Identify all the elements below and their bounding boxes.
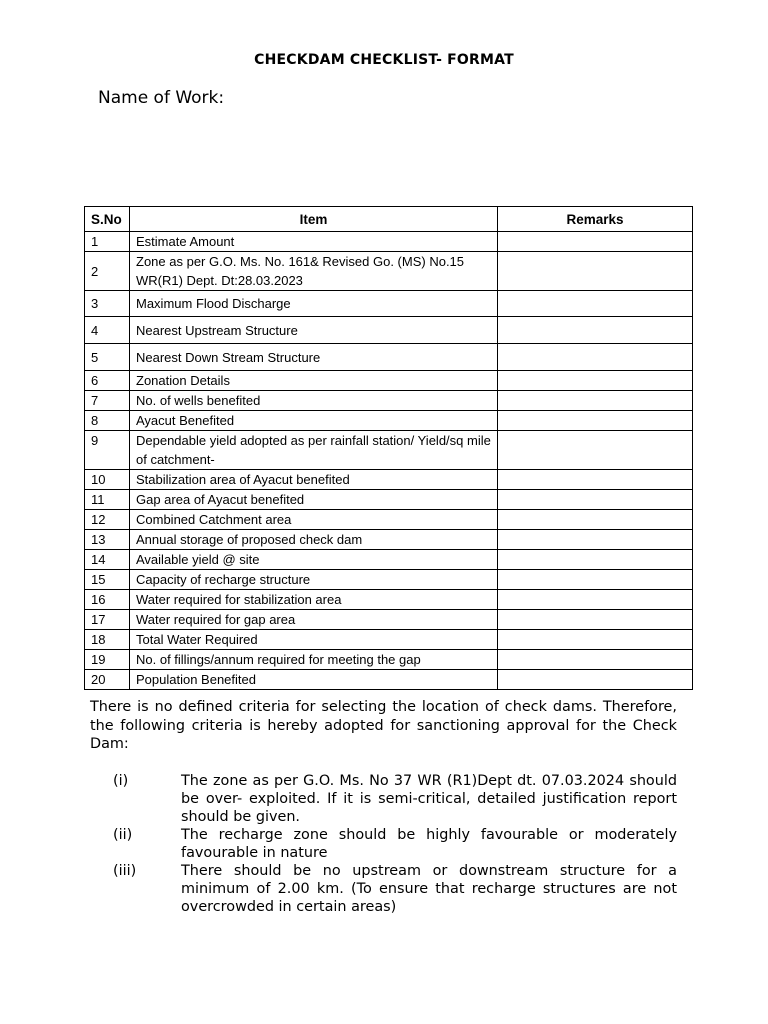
table-row — [85, 317, 693, 344]
table-row — [85, 610, 693, 630]
row-remarks — [498, 391, 693, 411]
row-item: Population Benefited — [130, 670, 498, 690]
row-item: Ayacut Benefited — [130, 411, 498, 431]
row-remarks — [498, 371, 693, 391]
checklist-table — [84, 206, 693, 690]
row-sno: 12 — [85, 510, 130, 530]
row-sno: 18 — [85, 630, 130, 650]
table-row — [85, 490, 693, 510]
row-sno: 2 — [85, 252, 130, 291]
table-row — [85, 470, 693, 490]
row-remarks — [498, 570, 693, 590]
row-item: Available yield @ site — [130, 550, 498, 570]
row-item: Total Water Required — [130, 630, 498, 650]
row-item: Zonation Details — [130, 371, 498, 391]
criteria-item-number: (ii) — [113, 827, 133, 843]
row-remarks — [498, 470, 693, 490]
row-item: Combined Catchment area — [130, 510, 498, 530]
table-row — [85, 630, 693, 650]
row-item: No. of fillings/annum required for meeting the gap — [130, 650, 498, 670]
row-item: Dependable yield adopted as per rainfall station/ Yield/sq mile of catchment- — [130, 431, 498, 470]
row-remarks — [498, 530, 693, 550]
criteria-list — [113, 772, 677, 916]
criteria-item-text: The zone as per G.O. Ms. No 37 WR (R1)Dept dt. 07.03.2024 should be over- exploited. If it is semi-critical, detailed justification report should be given. — [181, 773, 677, 825]
criteria-item-text: There should be no upstream or downstream structure for a minimum of 2.00 km. (To ensure that recharge structures are not overcrowded in certain areas) — [181, 863, 677, 915]
row-remarks — [498, 232, 693, 252]
row-item: Estimate Amount — [130, 232, 498, 252]
row-remarks — [498, 670, 693, 690]
row-sno: 10 — [85, 470, 130, 490]
table-row — [85, 411, 693, 431]
row-remarks — [498, 344, 693, 371]
row-sno: 17 — [85, 610, 130, 630]
document-title: CHECKDAM CHECKLIST- FORMAT — [254, 52, 514, 68]
criteria-item-number: (i) — [113, 773, 129, 789]
row-remarks — [498, 252, 693, 291]
row-sno: 8 — [85, 411, 130, 431]
table-row — [85, 570, 693, 590]
criteria-item-text: The recharge zone should be highly favourable or moderately favourable in nature — [181, 827, 677, 861]
table-row — [85, 510, 693, 530]
row-sno: 13 — [85, 530, 130, 550]
table-row — [85, 371, 693, 391]
row-sno: 6 — [85, 371, 130, 391]
row-remarks — [498, 630, 693, 650]
table-row — [85, 650, 693, 670]
row-sno: 3 — [85, 291, 130, 317]
row-sno: 1 — [85, 232, 130, 252]
row-item: Capacity of recharge structure — [130, 570, 498, 590]
table-row — [85, 291, 693, 317]
row-sno: 14 — [85, 550, 130, 570]
row-sno: 5 — [85, 344, 130, 371]
header-item: Item — [130, 207, 498, 232]
row-item: Water required for gap area — [130, 610, 498, 630]
criteria-item — [113, 862, 677, 916]
table-row — [85, 550, 693, 570]
row-item: Stabilization area of Ayacut benefited — [130, 470, 498, 490]
row-item: Nearest Upstream Structure — [130, 317, 498, 344]
row-sno: 7 — [85, 391, 130, 411]
row-sno: 16 — [85, 590, 130, 610]
table-row — [85, 670, 693, 690]
table-row — [85, 590, 693, 610]
row-item: Nearest Down Stream Structure — [130, 344, 498, 371]
row-item: Zone as per G.O. Ms. No. 161& Revised Go. (MS) No.15 WR(R1) Dept. Dt:28.03.2023 — [130, 252, 498, 291]
row-sno: 9 — [85, 431, 130, 470]
row-remarks — [498, 550, 693, 570]
row-item: Water required for stabilization area — [130, 590, 498, 610]
row-item: Maximum Flood Discharge — [130, 291, 498, 317]
header-remarks: Remarks — [498, 207, 693, 232]
row-sno: 20 — [85, 670, 130, 690]
row-remarks — [498, 590, 693, 610]
row-remarks — [498, 490, 693, 510]
row-remarks — [498, 650, 693, 670]
table-row — [85, 431, 693, 470]
row-sno: 4 — [85, 317, 130, 344]
criteria-item — [113, 826, 677, 862]
table-row — [85, 391, 693, 411]
table-header-row — [85, 207, 693, 232]
criteria-intro: There is no defined criteria for selecting the location of check dams. Therefore, the following criteria is hereby adopted for sanctioning approval for the Check Dam: — [90, 699, 677, 752]
row-remarks — [498, 510, 693, 530]
row-remarks — [498, 431, 693, 470]
header-sno: S.No — [85, 207, 130, 232]
table-row — [85, 530, 693, 550]
table-row — [85, 344, 693, 371]
row-remarks — [498, 610, 693, 630]
criteria-item-number: (iii) — [113, 863, 137, 879]
row-item: No. of wells benefited — [130, 391, 498, 411]
row-remarks — [498, 411, 693, 431]
row-item: Gap area of Ayacut benefited — [130, 490, 498, 510]
row-remarks — [498, 317, 693, 344]
name-of-work-label: Name of Work: — [98, 88, 225, 108]
row-sno: 11 — [85, 490, 130, 510]
table-row — [85, 252, 693, 291]
row-item: Annual storage of proposed check dam — [130, 530, 498, 550]
criteria-item — [113, 772, 677, 826]
row-remarks — [498, 291, 693, 317]
row-sno: 19 — [85, 650, 130, 670]
table-row — [85, 232, 693, 252]
row-sno: 15 — [85, 570, 130, 590]
